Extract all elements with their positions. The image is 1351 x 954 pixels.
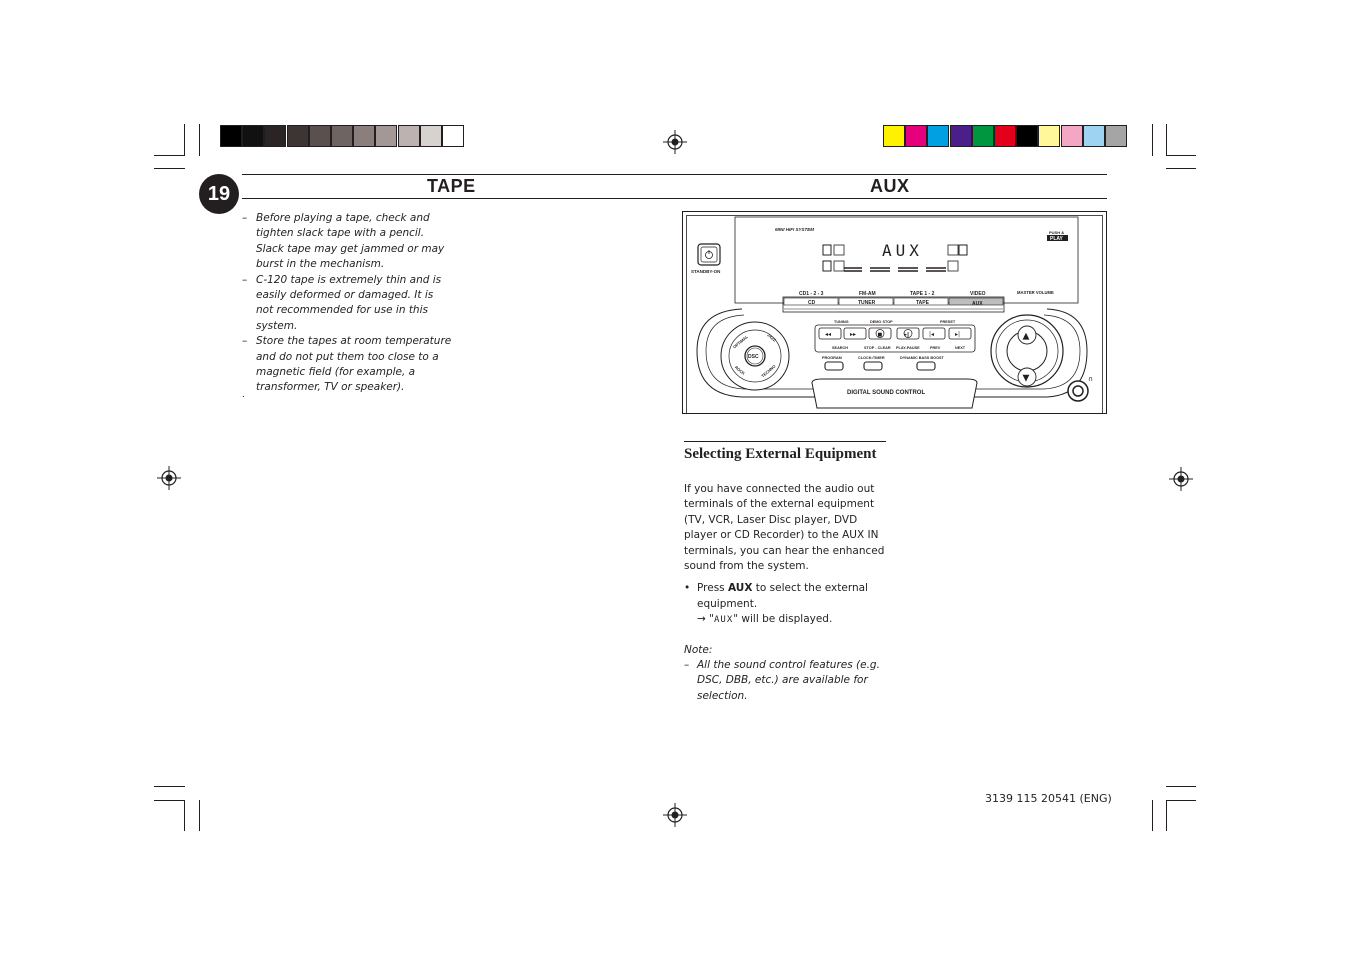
list-item: – C-120 tape is extremely thin and is easily deformed or damaged. It is not recommended for use in this system. [242, 273, 442, 332]
svg-text:TAPE 1 - 2: TAPE 1 - 2 [910, 291, 935, 297]
svg-text:◂◂: ◂◂ [825, 331, 832, 338]
color-swatch [905, 125, 927, 147]
svg-text:DEMO STOP: DEMO STOP [870, 320, 893, 324]
svg-text:|◂: |◂ [929, 331, 935, 338]
registration-mark-right [1169, 467, 1193, 491]
note-text: – All the sound control features (e.g. DSC, DBB, etc.) are available for selection. [684, 659, 880, 702]
svg-text:▸▸: ▸▸ [850, 331, 857, 338]
svg-text:TUNING: TUNING [834, 320, 849, 324]
dsc-knob[interactable] [721, 322, 789, 390]
svg-text:STOP - CLEAR: STOP - CLEAR [864, 346, 891, 350]
program-button[interactable] [825, 362, 843, 370]
list-item: – Store the tapes at room temperature and do not put them too close to a magnetic field (for example, a transformer, TV or speaker). [242, 335, 452, 394]
source-selector [783, 291, 1004, 312]
color-swatch [442, 125, 464, 147]
dbb-button[interactable] [917, 362, 935, 370]
svg-text:DSC: DSC [748, 354, 759, 360]
aux-key-label: AUX [727, 582, 753, 595]
lcd-display [823, 241, 967, 271]
svg-text:AUX: AUX [972, 301, 983, 307]
color-swatch [264, 125, 286, 147]
clock-timer-button[interactable] [864, 362, 882, 370]
color-swatch [950, 125, 972, 147]
svg-text:TECHNO: TECHNO [760, 363, 777, 379]
color-swatch [375, 125, 397, 147]
dsc-panel-label: DIGITAL SOUND CONTROL [847, 390, 926, 396]
color-swatch [883, 125, 905, 147]
color-swatch [1083, 125, 1105, 147]
section-title-aux: AUX [870, 176, 910, 196]
lcd-aux-text: AUX [882, 241, 923, 260]
document-code: 3139 115 20541 (ENG) [985, 792, 1112, 805]
color-swatch [398, 125, 420, 147]
transport-panel [815, 320, 975, 352]
headphone-icon: ∩ [1088, 375, 1094, 383]
list-item: – Before playing a tape, check and tighten slack tape with a pencil. Slack tape may get jammed or may burst in the mechanism. [242, 212, 445, 271]
color-swatch [220, 125, 242, 147]
color-swatch [242, 125, 264, 147]
color-swatch [287, 125, 309, 147]
color-swatch [1016, 125, 1038, 147]
svg-text:VIDEO: VIDEO [970, 291, 986, 297]
svg-text:▸|: ▸| [955, 331, 961, 338]
svg-text:PRESET: PRESET [940, 320, 956, 324]
color-swatch [1105, 125, 1127, 147]
svg-text:CLOCK•TIMER: CLOCK•TIMER [858, 356, 885, 360]
body-paragraph: If you have connected the audio out terminals of the external equipment (TV, VCR, Laser Disc player, DVD player or CD Recorder) to the AUX IN terminals, you can hear the enhanced sound from the system. [684, 483, 885, 573]
display-aux-glyph: AUX [713, 615, 734, 626]
header-rule-bottom [242, 198, 1107, 199]
svg-text:TUNER: TUNER [858, 300, 876, 306]
svg-text:■: ■ [877, 332, 883, 338]
instruction-bullet: • Press AUX to select the external equipment. → "AUX" will be displayed. [684, 582, 868, 626]
svg-text:ROCK: ROCK [733, 364, 747, 377]
svg-text:JAZZ: JAZZ [766, 332, 778, 343]
device-front-panel-illustration [682, 211, 1107, 415]
stray-dot: . [242, 389, 245, 400]
svg-text:CD: CD [808, 300, 816, 306]
color-swatch [420, 125, 442, 147]
push-play-logo [1047, 230, 1068, 242]
arrow-icon: → [697, 613, 706, 626]
color-swatch [1061, 125, 1083, 147]
svg-text:CD1 - 2 - 3: CD1 - 2 - 3 [799, 291, 824, 297]
section-title-tape: TAPE [427, 176, 476, 196]
svg-text:PLAY-PAUSE: PLAY-PAUSE [896, 346, 920, 350]
color-swatch [927, 125, 949, 147]
registration-mark-top [663, 130, 687, 154]
tape-notes-list [242, 211, 452, 396]
color-swatch [1038, 125, 1060, 147]
svg-text:PROGRAM: PROGRAM [822, 356, 842, 360]
color-swatch [353, 125, 375, 147]
color-swatch [331, 125, 353, 147]
color-swatch [309, 125, 331, 147]
master-volume-label: MASTER VOLUME [1017, 290, 1054, 295]
header-rule-top [242, 174, 1107, 175]
svg-text:DYNAMIC BASS BOOST: DYNAMIC BASS BOOST [900, 356, 944, 360]
svg-text:FM-AM: FM-AM [859, 291, 876, 297]
note-label: Note: [684, 643, 713, 656]
registration-mark-bottom [663, 803, 687, 827]
color-swatch [972, 125, 994, 147]
svg-text:PREV: PREV [930, 346, 941, 350]
section-body [684, 482, 889, 704]
registration-mark-left [157, 466, 181, 490]
standby-label: STANDBY-ON [691, 269, 721, 274]
volume-down-icon: ▼ [1022, 373, 1030, 384]
color-swatch [994, 125, 1016, 147]
svg-text:OPTIMAL: OPTIMAL [731, 334, 749, 350]
bullet-icon: • [684, 582, 691, 595]
section-heading: Selecting External Equipment [684, 441, 886, 464]
svg-text:NEXT: NEXT [955, 346, 966, 350]
function-buttons [822, 356, 945, 370]
mini-hifi-label: MINI HIFI SYSTEM [775, 227, 815, 232]
standby-button[interactable] [698, 244, 720, 265]
page-number-badge: 19 [199, 174, 239, 214]
svg-text:PLAY: PLAY [1050, 236, 1063, 242]
svg-text:TAPE: TAPE [916, 300, 929, 306]
svg-text:SEARCH: SEARCH [832, 346, 849, 350]
volume-up-icon: ▲ [1022, 331, 1030, 342]
svg-text:▸‖: ▸‖ [904, 332, 910, 338]
svg-text:PUSH &: PUSH & [1049, 230, 1065, 235]
master-volume-knob[interactable] [991, 315, 1063, 387]
